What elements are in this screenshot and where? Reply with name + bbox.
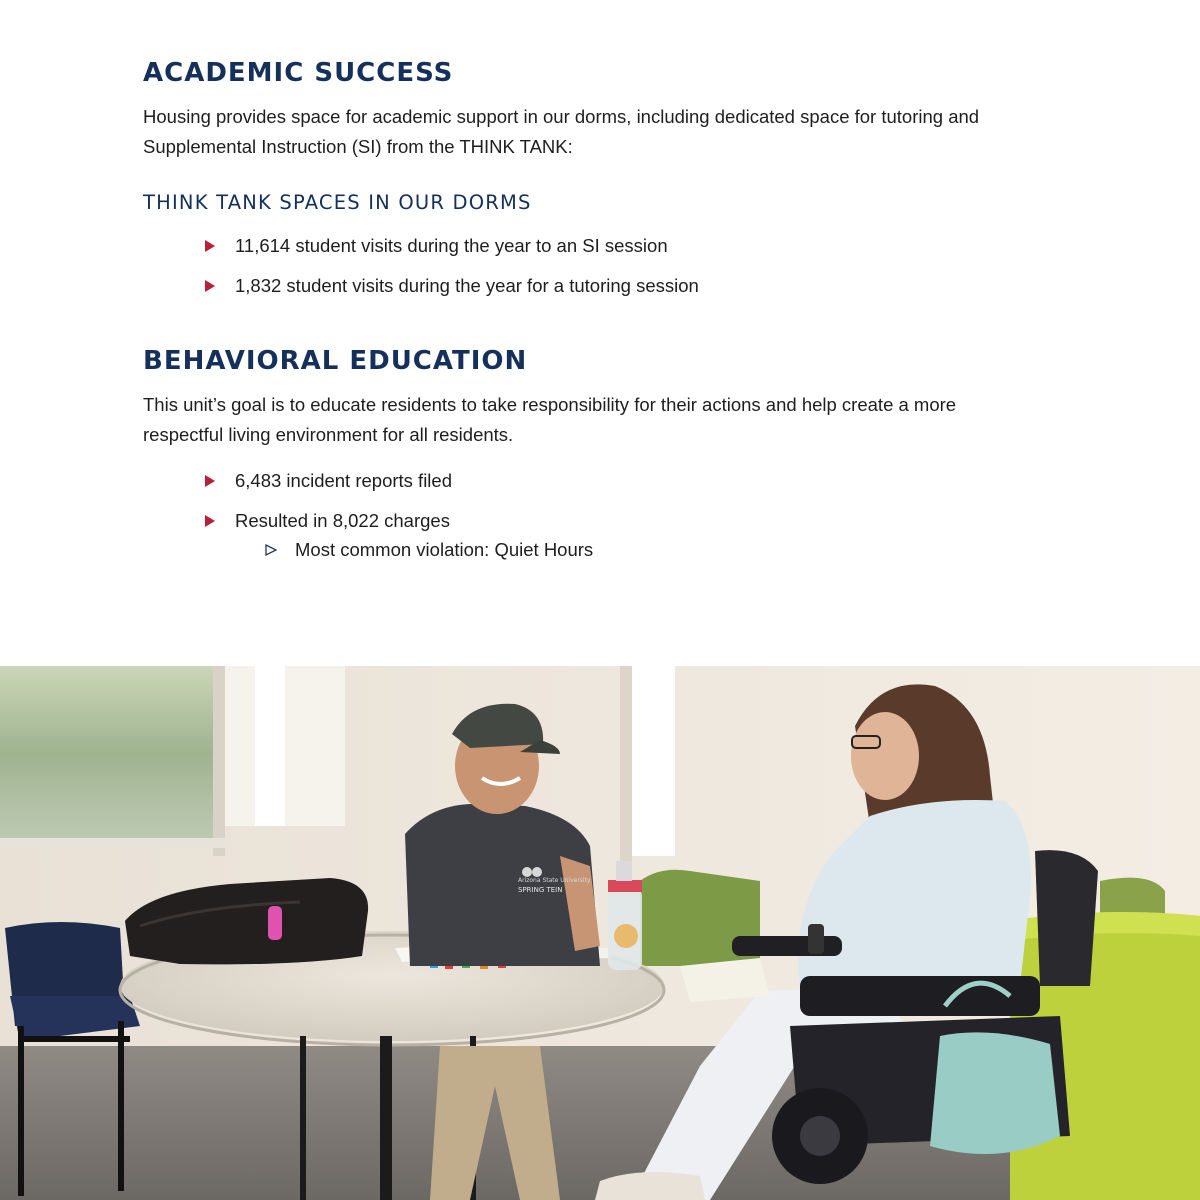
think-tank-subheading: THINK TANK SPACES IN OUR DORMS	[143, 191, 532, 214]
behavioral-education-heading: BEHAVIORAL EDUCATION	[143, 346, 528, 376]
bullet-triangle-icon	[205, 280, 215, 292]
academic-success-heading: ACADEMIC SUCCESS	[143, 58, 454, 88]
shirt-print-line2: SPRING TEIN	[518, 886, 563, 894]
bullet-text: 6,483 incident reports filed	[235, 470, 452, 491]
bullet-triangle-icon	[205, 475, 215, 487]
bullet-text: Resulted in 8,022 charges	[235, 510, 450, 531]
academic-intro: Housing provides space for academic support in our dorms, including dedicated space for tutoring and Supplemental Instruction (SI) from the THINK TANK:	[143, 106, 980, 157]
sub-bullet-text: Most common violation: Quiet Hours	[295, 539, 594, 560]
bullet-triangle-icon	[205, 515, 215, 527]
students-photo	[0, 666, 1200, 1200]
shirt-print-line1: Arizona State University	[518, 877, 591, 884]
bullet-triangle-icon	[205, 240, 215, 252]
bullet-text: 1,832 student visits during the year for a tutoring session	[235, 275, 699, 296]
bullet-text: 11,614 student visits during the year to an SI session	[235, 235, 668, 256]
outline-triangle-icon	[265, 544, 277, 556]
students-photo-illustration	[0, 666, 1200, 1200]
behavioral-intro: This unit’s goal is to educate residents to take responsibility for their actions and help create a more respectful living environment for all residents.	[143, 394, 957, 445]
